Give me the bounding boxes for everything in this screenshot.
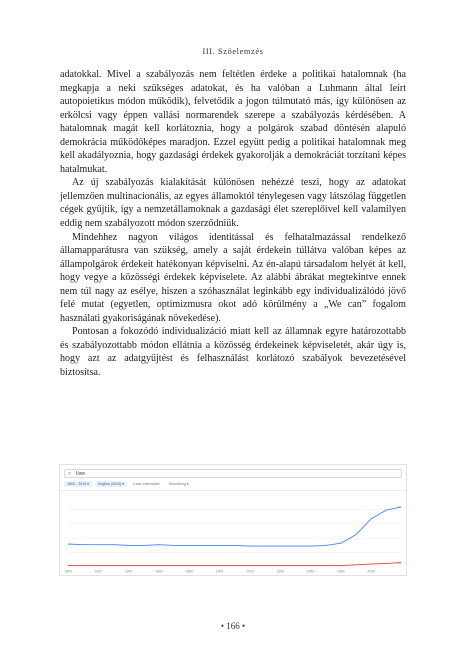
line-chart xyxy=(60,465,406,575)
x-tick-label: 1940 xyxy=(276,569,285,574)
series-end-point-1 xyxy=(399,506,401,508)
ngram-figure xyxy=(59,464,407,576)
series-end-point-2 xyxy=(399,562,401,564)
case-filter[interactable]: Case-Insensitive xyxy=(132,482,160,486)
x-tick-label: 2000 xyxy=(367,569,375,574)
x-tick-label: 1820 xyxy=(94,569,103,574)
search-query[interactable]: I/we xyxy=(76,471,86,477)
paragraph: adatokkal. Mivel a szabályozás nem feltétlen érdeke a politikai hatalomnak (ha megkapja a neki szükséges adatokat, és ha valóban a Luhmann által leírt autopoietikus módon működik), felvetődik a jogon túlmutató más, így különösen az erkölcsi vagy éppen vallási normarendek szerepe a szabályozás kérdésében. A hatalomnak magát kell korlátoznia, hogy a polgárok szabad döntésén alapuló demokrácia működőképes maradjon. Ezzel együtt pedig a politikai hatalomnak meg kell akadályoznia, hogy gazdasági érdekek gyakorolják a demokráciát torzítani képes hatalmukat. xyxy=(60,69,406,175)
x-tick-label: 1800 xyxy=(64,569,72,574)
search-icon: ⌕ xyxy=(68,471,72,477)
x-tick-label: 1920 xyxy=(246,569,254,574)
paragraph: Az új szabályozás kialakítását különösen nehézzé teszi, hogy az adatokat jellemzően multinacionális, az egyes államoktól ténylegesen vagy látszólag független cégek gyűjtik, így a nemzetállamoknak a gazdasági élet szereplőivel kell valamilyen eddig nem szabályozott módon szerződniük. xyxy=(60,177,406,230)
x-tick-label: 1840 xyxy=(124,569,133,574)
running-head: III. Szöelemzés xyxy=(202,47,264,56)
paragraph: Mindehhez nagyon világos identitással és felhatalmazással rendelkező államapparátusra van szükség, amely a saját érdekein túllátva valóban képes az állampolgárok érdekeit hatékonyan képviselni. Az én-alapú társadalom helyét át kell, hogy vegye a közösségi érdekek képviselete. Az alábbi ábrákat megtekintve ennek nem túl nagy az esélye, hiszen a szóhasználat leginkább egy individualizálódó jövő felé mutat (egyetlen, optimizmusra okot adó körülmény a „We can” fogalom használati gyakoriságának növekedése). xyxy=(60,231,406,324)
x-tick-label: 1960 xyxy=(306,569,315,574)
body-text xyxy=(60,68,406,380)
x-tick-label: 1880 xyxy=(185,569,194,574)
year-range-filter[interactable]: 1800 - 2019 ▾ xyxy=(64,481,92,487)
series-line-1 xyxy=(68,507,400,546)
paragraph: Pontosan a fokozódó individualizáció miatt kell az államnak egyre határozottabb és szabályozottabb módon ellátnia a közösség érdekeinek képviseletét, akár úgy is, hogy azt az adatgyűjtést és felhasználást korlátozó szabályok bevezetésével biztosítsa. xyxy=(60,326,406,379)
series-line-2 xyxy=(68,563,400,566)
page-number: • 166 • xyxy=(220,621,246,631)
smoothing-filter[interactable]: Smoothing ▾ xyxy=(168,482,189,486)
x-tick-label: 1900 xyxy=(215,569,224,574)
x-tick-label: 1980 xyxy=(337,569,345,574)
corpus-filter[interactable]: English (2019) ▾ xyxy=(95,481,127,487)
x-tick-label: 1860 xyxy=(155,569,163,574)
